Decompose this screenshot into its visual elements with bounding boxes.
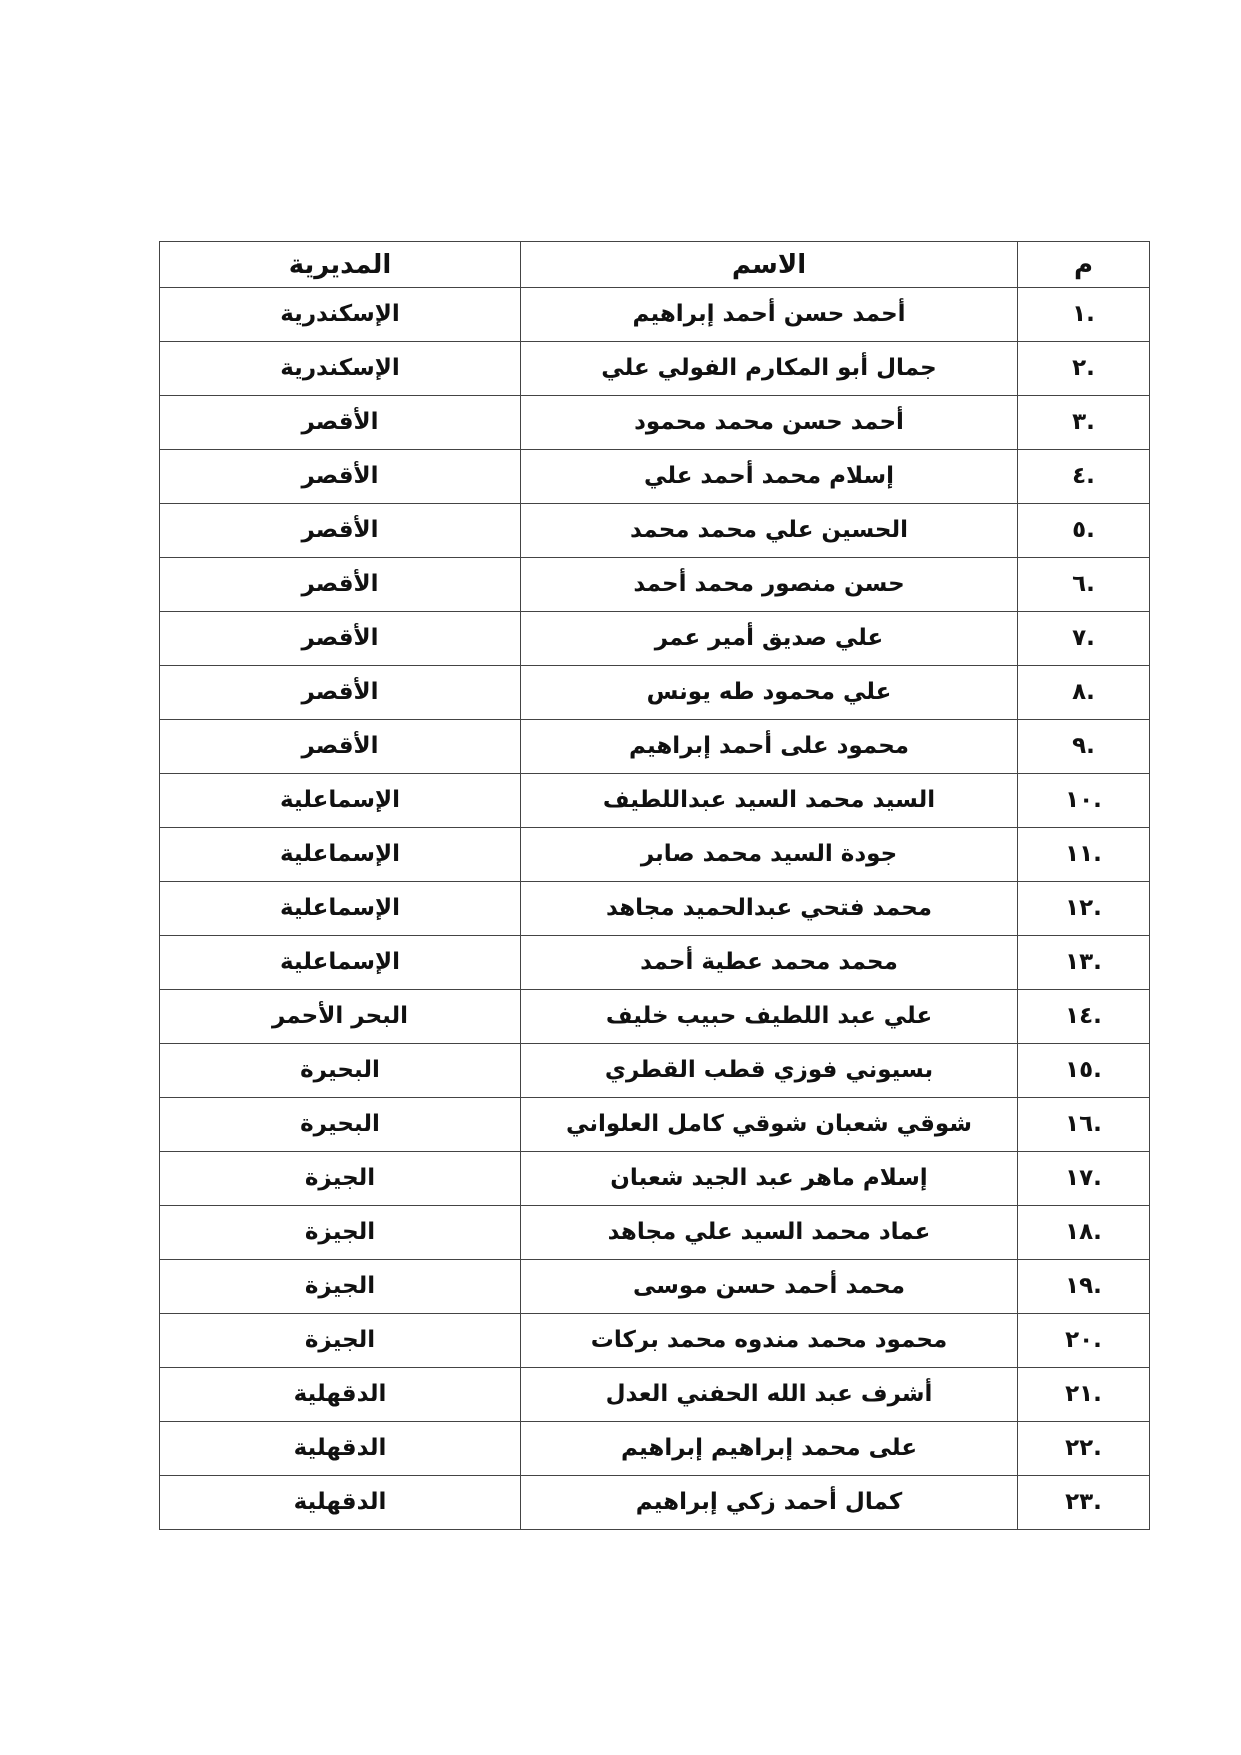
directorate-name: الجيزة <box>160 1260 521 1314</box>
table-row <box>160 504 1150 558</box>
row-number: .١٤ <box>1018 990 1150 1044</box>
table-row <box>160 774 1150 828</box>
directorate-name: الدقهلية <box>160 1368 521 1422</box>
table-row <box>160 720 1150 774</box>
directorate-name: الدقهلية <box>160 1422 521 1476</box>
person-name: شوقي شعبان شوقي كامل العلواني <box>521 1098 1018 1152</box>
row-number: .١٥ <box>1018 1044 1150 1098</box>
table-row <box>160 990 1150 1044</box>
table-body <box>160 288 1150 1530</box>
table-row <box>160 612 1150 666</box>
person-name: جمال أبو المكارم الفولي علي <box>521 342 1018 396</box>
row-number: .١٦ <box>1018 1098 1150 1152</box>
person-name: علي صديق أمير عمر <box>521 612 1018 666</box>
person-name: محمود محمد مندوه محمد بركات <box>521 1314 1018 1368</box>
directorate-name: الأقصر <box>160 612 521 666</box>
directorate-name: البحر الأحمر <box>160 990 521 1044</box>
person-name: أشرف عبد الله الحفني العدل <box>521 1368 1018 1422</box>
directorate-name: البحيرة <box>160 1098 521 1152</box>
table-row <box>160 1422 1150 1476</box>
table-row <box>160 288 1150 342</box>
person-name: إسلام محمد أحمد علي <box>521 450 1018 504</box>
table-header <box>160 242 1150 288</box>
row-number: .١١ <box>1018 828 1150 882</box>
person-name: كمال أحمد زكي إبراهيم <box>521 1476 1018 1530</box>
person-name: أحمد حسن محمد محمود <box>521 396 1018 450</box>
header-number: م <box>1018 242 1150 288</box>
directorate-name: الأقصر <box>160 396 521 450</box>
row-number: .١٧ <box>1018 1152 1150 1206</box>
row-number: .١٢ <box>1018 882 1150 936</box>
person-name: إسلام ماهر عبد الجيد شعبان <box>521 1152 1018 1206</box>
directorate-name: الإسماعلية <box>160 882 521 936</box>
table-row <box>160 1152 1150 1206</box>
table-row <box>160 1476 1150 1530</box>
directorate-name: الأقصر <box>160 666 521 720</box>
row-number: .٣ <box>1018 396 1150 450</box>
table-row <box>160 1314 1150 1368</box>
directorate-name: الأقصر <box>160 450 521 504</box>
person-name: حسن منصور محمد أحمد <box>521 558 1018 612</box>
row-number: .١٩ <box>1018 1260 1150 1314</box>
row-number: .١ <box>1018 288 1150 342</box>
table-row <box>160 1368 1150 1422</box>
directorate-name: الأقصر <box>160 558 521 612</box>
row-number: .٢١ <box>1018 1368 1150 1422</box>
row-number: .٤ <box>1018 450 1150 504</box>
table-row <box>160 882 1150 936</box>
person-name: عماد محمد السيد علي مجاهد <box>521 1206 1018 1260</box>
person-name: بسيوني فوزي قطب القطري <box>521 1044 1018 1098</box>
row-number: .١٠ <box>1018 774 1150 828</box>
row-number: .٢٠ <box>1018 1314 1150 1368</box>
directorate-name: الجيزة <box>160 1314 521 1368</box>
row-number: .٦ <box>1018 558 1150 612</box>
table-row <box>160 936 1150 990</box>
row-number: .١٣ <box>1018 936 1150 990</box>
table-row <box>160 1098 1150 1152</box>
person-name: السيد محمد السيد عبداللطيف <box>521 774 1018 828</box>
table-row <box>160 396 1150 450</box>
row-number: .٢ <box>1018 342 1150 396</box>
directorate-name: الدقهلية <box>160 1476 521 1530</box>
person-name: محمد فتحي عبدالحميد مجاهد <box>521 882 1018 936</box>
person-name: أحمد حسن أحمد إبراهيم <box>521 288 1018 342</box>
directorate-name: الأقصر <box>160 720 521 774</box>
person-name: محمد محمد عطية أحمد <box>521 936 1018 990</box>
table-row <box>160 1206 1150 1260</box>
person-name: محمود على أحمد إبراهيم <box>521 720 1018 774</box>
directorate-name: الإسماعلية <box>160 936 521 990</box>
directorate-name: الأقصر <box>160 504 521 558</box>
directorate-name: الإسكندرية <box>160 342 521 396</box>
row-number: .٥ <box>1018 504 1150 558</box>
person-name: علي محمود طه يونس <box>521 666 1018 720</box>
row-number: .٢٣ <box>1018 1476 1150 1530</box>
table-row <box>160 342 1150 396</box>
person-name: الحسين علي محمد محمد <box>521 504 1018 558</box>
table-row <box>160 1260 1150 1314</box>
person-name: جودة السيد محمد صابر <box>521 828 1018 882</box>
table-row <box>160 666 1150 720</box>
table-row <box>160 828 1150 882</box>
row-number: .٢٢ <box>1018 1422 1150 1476</box>
row-number: .١٨ <box>1018 1206 1150 1260</box>
person-name: على محمد إبراهيم إبراهيم <box>521 1422 1018 1476</box>
row-number: .٧ <box>1018 612 1150 666</box>
directorate-name: الإسكندرية <box>160 288 521 342</box>
row-number: .٩ <box>1018 720 1150 774</box>
person-name: محمد أحمد حسن موسى <box>521 1260 1018 1314</box>
directorate-name: البحيرة <box>160 1044 521 1098</box>
directorate-name: الجيزة <box>160 1206 521 1260</box>
table-row <box>160 450 1150 504</box>
roster-table <box>159 241 1150 1530</box>
person-name: علي عبد اللطيف حبيب خليف <box>521 990 1018 1044</box>
table-row <box>160 1044 1150 1098</box>
directorate-name: الإسماعلية <box>160 828 521 882</box>
directorate-name: الإسماعلية <box>160 774 521 828</box>
header-name: الاسم <box>521 242 1018 288</box>
header-row <box>160 242 1150 288</box>
header-directorate: المديرية <box>160 242 521 288</box>
table-row <box>160 558 1150 612</box>
row-number: .٨ <box>1018 666 1150 720</box>
directorate-name: الجيزة <box>160 1152 521 1206</box>
